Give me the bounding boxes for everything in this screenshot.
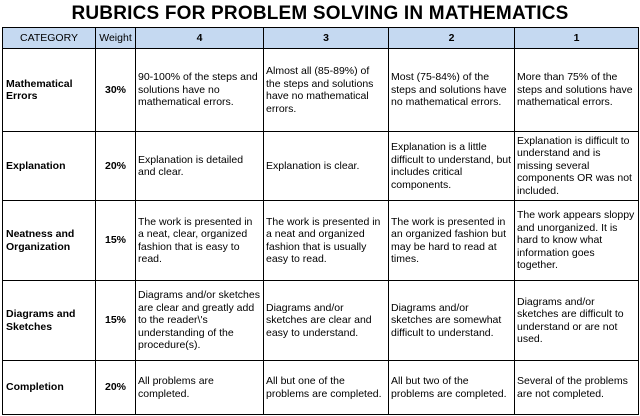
score-3-cell: Almost all (85-89%) of the steps and solutions have no mathematical errors. bbox=[264, 49, 389, 132]
header-score-3: 3 bbox=[264, 28, 389, 49]
table-row bbox=[3, 281, 639, 361]
category-cell: Diagrams and Sketches bbox=[3, 281, 96, 361]
header-weight: Weight bbox=[96, 28, 136, 49]
weight-cell: 20% bbox=[96, 361, 136, 415]
weight-cell: 20% bbox=[96, 132, 136, 201]
score-4-cell: All problems are completed. bbox=[136, 361, 264, 415]
score-2-cell: The work is presented in an organized fashion but may be hard to read at times. bbox=[389, 201, 515, 281]
score-2-cell: Diagrams and/or sketches are somewhat difficult to understand. bbox=[389, 281, 515, 361]
header-score-1: 1 bbox=[515, 28, 639, 49]
weight-cell: 15% bbox=[96, 201, 136, 281]
score-4-cell: Explanation is detailed and clear. bbox=[136, 132, 264, 201]
header-category: CATEGORY bbox=[3, 28, 96, 49]
score-1-cell: More than 75% of the steps and solutions have mathematical errors. bbox=[515, 49, 639, 132]
score-4-cell: The work is presented in a neat, clear, organized fashion that is easy to read. bbox=[136, 201, 264, 281]
category-cell: Completion bbox=[3, 361, 96, 415]
table-row bbox=[3, 49, 639, 132]
table-row bbox=[3, 132, 639, 201]
score-1-cell: Diagrams and/or sketches are difficult to understand or are not used. bbox=[515, 281, 639, 361]
category-cell: Neatness and Organization bbox=[3, 201, 96, 281]
score-2-cell: Most (75-84%) of the steps and solutions have no mathematical errors. bbox=[389, 49, 515, 132]
table-row bbox=[3, 361, 639, 415]
score-1-cell: Explanation is difficult to understand and is missing several components OR was not included. bbox=[515, 132, 639, 201]
score-2-cell: Explanation is a little difficult to understand, but includes critical components. bbox=[389, 132, 515, 201]
score-3-cell: All but one of the problems are completed. bbox=[264, 361, 389, 415]
weight-cell: 30% bbox=[96, 49, 136, 132]
score-2-cell: All but two of the problems are completed. bbox=[389, 361, 515, 415]
header-score-4: 4 bbox=[136, 28, 264, 49]
score-1-cell: Several of the problems are not completed. bbox=[515, 361, 639, 415]
score-3-cell: The work is presented in a neat and organized fashion that is usually easy to read. bbox=[264, 201, 389, 281]
page-title: RUBRICS FOR PROBLEM SOLVING IN MATHEMATICS bbox=[71, 3, 569, 24]
score-3-cell: Diagrams and/or sketches are clear and easy to understand. bbox=[264, 281, 389, 361]
score-3-cell: Explanation is clear. bbox=[264, 132, 389, 201]
category-cell: Mathematical Errors bbox=[3, 49, 96, 132]
score-4-cell: 90-100% of the steps and solutions have no mathematical errors. bbox=[136, 49, 264, 132]
score-1-cell: The work appears sloppy and unorganized. It is hard to know what information goes together. bbox=[515, 201, 639, 281]
header-row bbox=[3, 28, 639, 49]
header-score-2: 2 bbox=[389, 28, 515, 49]
table-row bbox=[3, 201, 639, 281]
weight-cell: 15% bbox=[96, 281, 136, 361]
score-4-cell: Diagrams and/or sketches are clear and greatly add to the reader\'s understanding of the procedure(s). bbox=[136, 281, 264, 361]
category-cell: Explanation bbox=[3, 132, 96, 201]
rubric-table bbox=[2, 27, 639, 415]
